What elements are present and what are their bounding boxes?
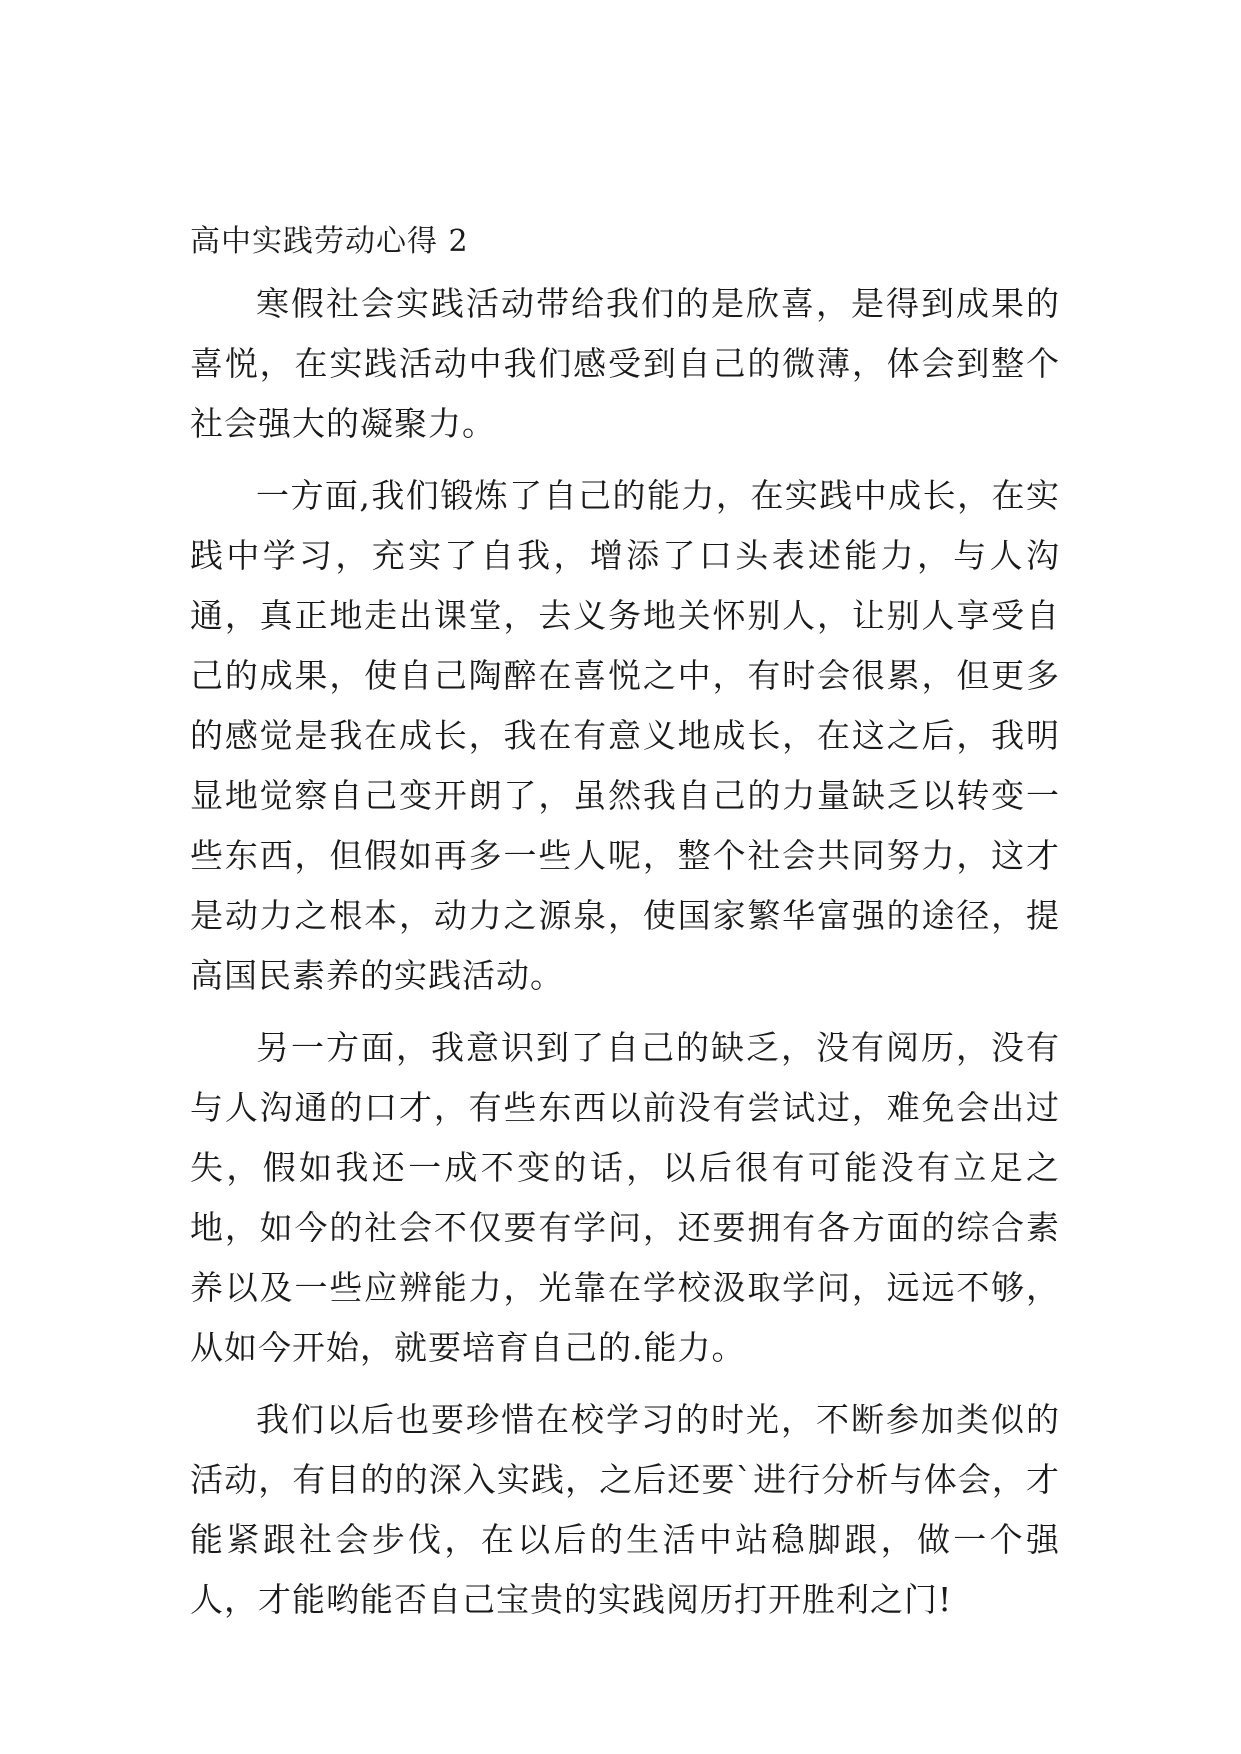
document-body [190, 222, 1060, 1642]
paragraph-3: 另一方面，我意识到了自己的缺乏，没有阅历，没有与人沟通的口才，有些东西以前没有尝试过，难免会出过失，假如我还一成不变的话，以后很有可能没有立足之地，如今的社会不仅要有学问，还要拥有各方面的综合素养以及一些应辨能力，光靠在学校汲取学问，远远不够，从如今开始，就要培育自己的.能力。 [190, 1028, 1060, 1367]
paragraph-1: 寒假社会实践活动带给我们的是欣喜，是得到成果的喜悦，在实践活动中我们感受到自己的微薄，体会到整个社会强大的凝聚力。 [190, 284, 1060, 443]
paragraph-4: 我们以后也要珍惜在校学习的时光，不断参加类似的活动，有目的的深入实践，之后还要`进行分析与体会，才能紧跟社会步伐，在以后的生活中站稳脚跟，做一个强人，才能哟能否自己宝贵的实践阅历打开胜利之门! [190, 1400, 1060, 1619]
paragraph-2: 一方面,我们锻炼了自己的能力，在实践中成长，在实践中学习，充实了自我，增添了口头表述能力，与人沟通，真正地走出课堂，去义务地关怀别人，让别人享受自己的成果，使自己陶醉在喜悦之中，有时会很累，但更多的感觉是我在成长，我在有意义地成长，在这之后，我明显地觉察自己变开朗了，虽然我自己的力量缺乏以转变一些东西，但假如再多一些人呢，整个社会共同努力，这才是动力之根本，动力之源泉，使国家繁华富强的途径，提高国民素养的实践活动。 [190, 476, 1060, 995]
document-title: 高中实践劳动心得 2 [190, 224, 469, 259]
